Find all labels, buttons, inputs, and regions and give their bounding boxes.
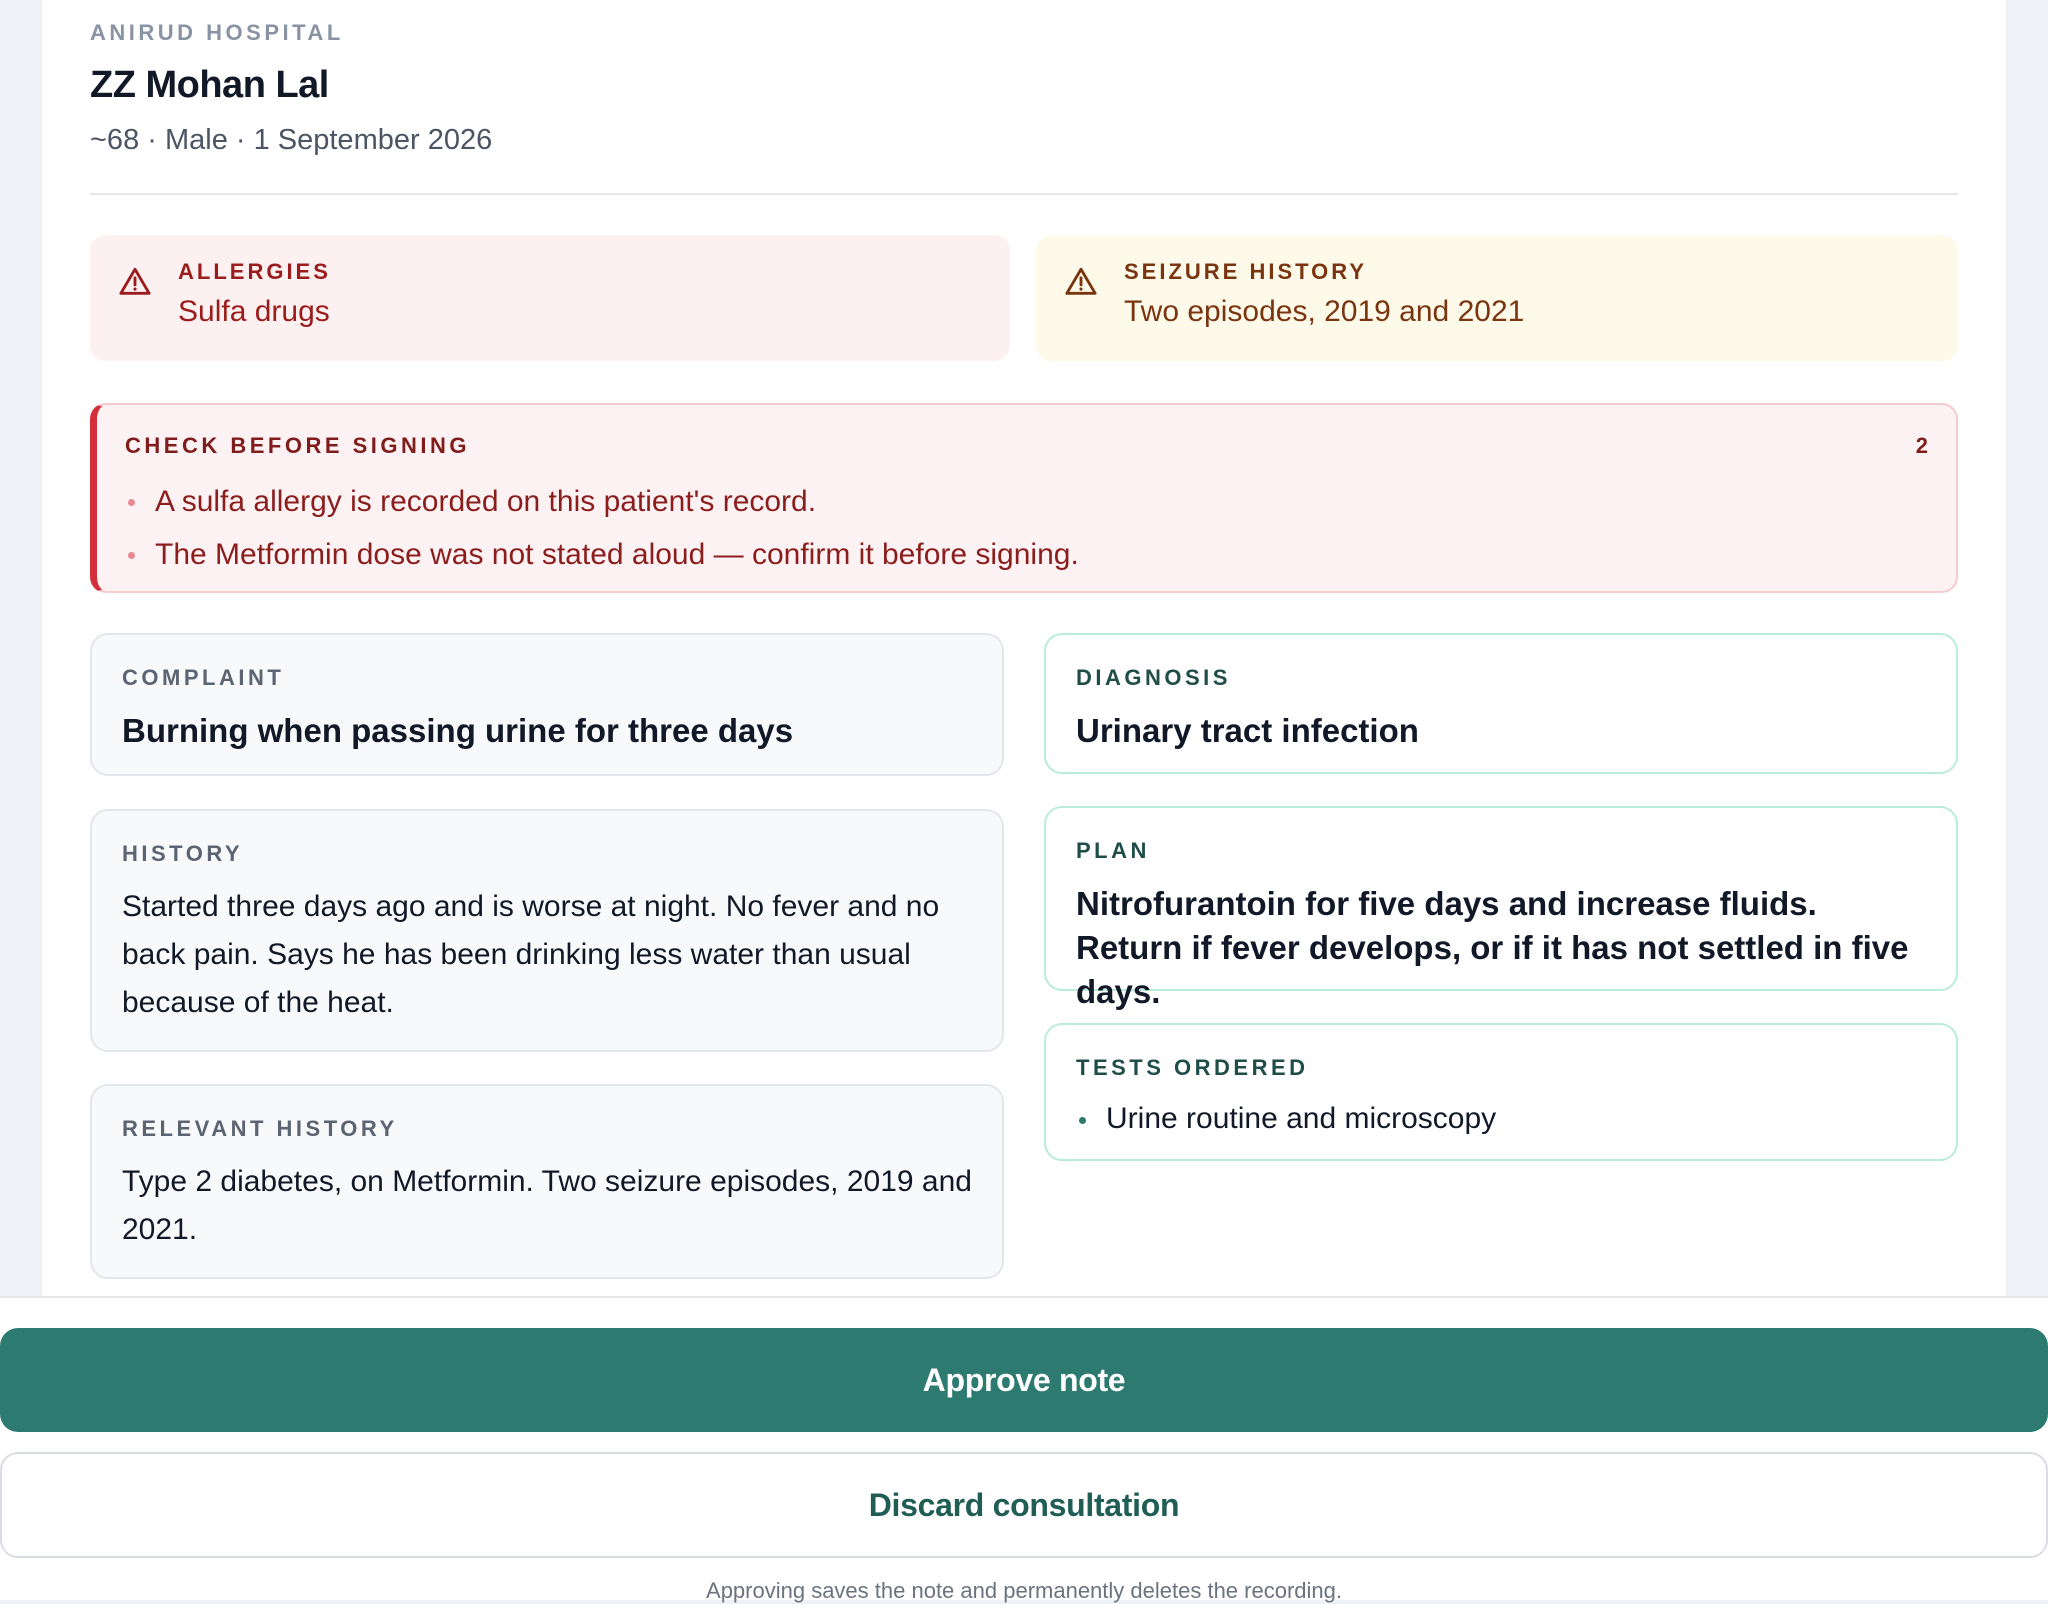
allergies-flag (90, 235, 1010, 361)
seizure-history-flag (1036, 235, 1958, 361)
relevant-history-card (90, 1084, 1004, 1279)
warning-text: A sulfa allergy is recorded on this patient's record. (155, 485, 817, 518)
seizure-history-value: Two episodes, 2019 and 2021 (1124, 295, 1525, 328)
diagnosis-card (1044, 633, 1958, 774)
patient-demographics: ~68 · Male · 1 September 2026 (90, 124, 493, 156)
consultation-note-sheet (42, 0, 2006, 1296)
plan-value: Nitrofurantoin for five days and increase fluids. Return if fever develops, or if it has not settled in five days. (1076, 885, 1909, 1010)
check-before-signing-title: CHECK BEFORE SIGNING (125, 433, 471, 458)
bullet-icon (1079, 1117, 1086, 1124)
tests-list (1076, 1097, 1926, 1141)
hospital-name: ANIRUD HOSPITAL (90, 20, 344, 45)
header-divider (90, 193, 1958, 195)
warning-triangle-icon (1064, 265, 1098, 299)
test-name: Urine routine and microscopy (1106, 1102, 1497, 1135)
complaint-value: Burning when passing urine for three days (122, 712, 794, 749)
warning-triangle-icon (118, 265, 152, 299)
warning-count-badge: 2 (1915, 433, 1928, 458)
tests-ordered-label: TESTS ORDERED (1076, 1055, 1309, 1080)
seizure-history-label: SEIZURE HISTORY (1124, 259, 1368, 284)
complaint-card (90, 633, 1004, 776)
warning-text: The Metformin dose was not stated aloud — confirm it before signing. (155, 538, 1079, 571)
action-footer (0, 1296, 2048, 1603)
approval-footnote: Approving saves the note and permanently deletes the recording. (706, 1578, 1342, 1603)
allergies-value: Sulfa drugs (178, 295, 330, 328)
discard-consultation-button[interactable]: Discard consultation (0, 1452, 2048, 1558)
check-before-signing-panel (90, 403, 1958, 593)
history-value: Started three days ago and is worse at night. No fever and no back pain. Says he has been drinking less water than usual because of the heat. (122, 890, 940, 1019)
diagnosis-value: Urinary tract infection (1076, 712, 1419, 749)
warning-item (125, 528, 1928, 581)
approve-note-button[interactable]: Approve note (0, 1328, 2048, 1432)
plan-label: PLAN (1076, 838, 1150, 863)
patient-name: ZZ Mohan Lal (90, 64, 329, 106)
history-card (90, 809, 1004, 1052)
plan-card (1044, 806, 1958, 1010)
bullet-icon (128, 499, 135, 506)
tests-ordered-card (1044, 1023, 1958, 1161)
diagnosis-label: DIAGNOSIS (1076, 665, 1231, 690)
allergies-label: ALLERGIES (178, 259, 331, 284)
relevant-history-value: Type 2 diabetes, on Metformin. Two seizure episodes, 2019 and 2021. (122, 1165, 972, 1246)
warning-list (125, 475, 1928, 581)
test-item (1076, 1097, 1926, 1141)
warning-item (125, 475, 1928, 528)
relevant-history-label: RELEVANT HISTORY (122, 1116, 398, 1141)
bullet-icon (128, 552, 135, 559)
complaint-label: COMPLAINT (122, 665, 285, 690)
history-label: HISTORY (122, 841, 244, 866)
